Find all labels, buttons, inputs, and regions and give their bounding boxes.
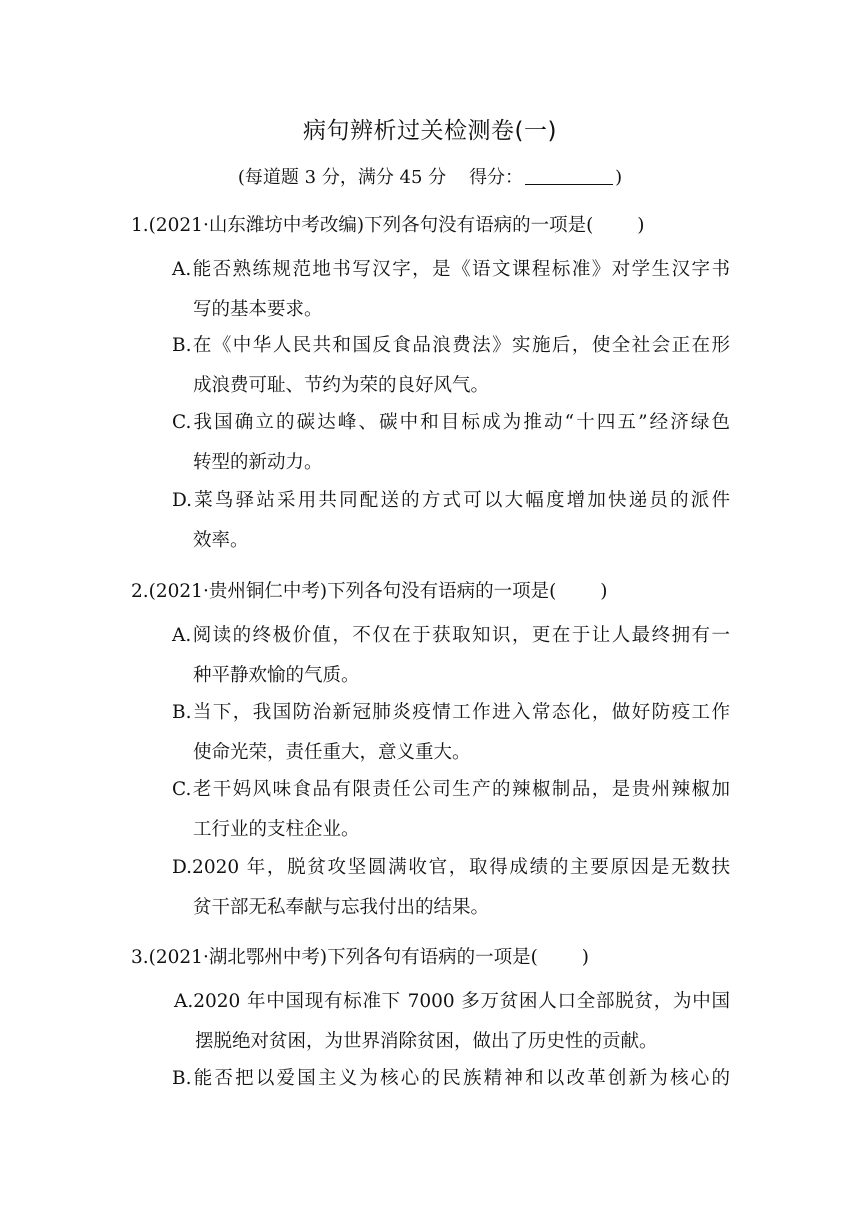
question-stem-close: ) [581, 947, 590, 968]
option-2b[interactable] [172, 693, 730, 773]
question-stem-close: ) [600, 581, 608, 602]
question-source-open: (2021· [148, 947, 209, 968]
question-3 [131, 943, 589, 969]
question-source-close: ) [356, 215, 365, 236]
option-line: D.菜鸟驿站采用共同配送的方式可以大幅度增加快递员的派件 [172, 490, 730, 511]
option-line: 贫干部无私奉献与忘我付出的结果。 [193, 897, 490, 918]
option-1a[interactable] [172, 250, 730, 330]
option-1c[interactable] [172, 403, 730, 483]
score-label: 得分： [469, 167, 524, 188]
option-line: D.2020 年，脱贫攻坚圆满收官，取得成绩的主要原因是无数扶 [172, 857, 730, 878]
option-line: C.我国确立的碳达峰、碳中和目标成为推动“十四五”经济绿色 [172, 412, 730, 433]
question-source-open: (2021· [148, 215, 209, 236]
question-1 [131, 211, 645, 237]
scoring-suffix: ) [615, 167, 623, 188]
option-3b[interactable] [172, 1059, 730, 1099]
question-source: 贵州铜仁中考 [208, 581, 320, 602]
option-line: B.当下，我国防治新冠肺炎疫情工作进入常态化，做好防疫工作 [172, 702, 730, 723]
question-source-open: (2021· [148, 581, 209, 602]
question-stem: 下列各句没有语病的一项是( [364, 215, 594, 236]
option-1b[interactable] [172, 326, 730, 406]
question-number: 3. [131, 947, 149, 968]
option-2d[interactable] [172, 848, 730, 928]
option-3a[interactable] [174, 982, 730, 1062]
question-source: 山东潍坊中考改编 [208, 215, 357, 236]
option-line: A.能否熟练规范地书写汉字，是《语文课程标准》对学生汉字书 [172, 259, 730, 280]
question-number: 1. [131, 215, 149, 236]
question-stem: 下列各句没有语病的一项是( [327, 581, 557, 602]
option-line: 成浪费可耻、节约为荣的良好风气。 [193, 375, 490, 396]
option-line: C.老干妈风味食品有限责任公司生产的辣椒制品，是贵州辣椒加 [172, 779, 730, 800]
option-1d[interactable] [172, 481, 730, 561]
question-source-close: ) [319, 581, 328, 602]
question-source: 湖北鄂州中考 [208, 947, 320, 968]
score-blank[interactable] [525, 166, 613, 185]
option-line: 效率。 [193, 530, 249, 551]
option-line: 使命光荣，责任重大，意义重大。 [193, 742, 471, 763]
question-2 [131, 577, 608, 603]
option-line: 种平静欢愉的气质。 [193, 665, 360, 686]
option-line: 工行业的支柱企业。 [193, 819, 360, 840]
option-line: B.在《中华人民共和国反食品浪费法》实施后，使全社会正在形 [172, 335, 730, 356]
option-line: A.2020 年中国现有标准下 7000 多万贫困人口全部脱贫，为中国 [174, 991, 730, 1012]
question-stem: 下列各句有语病的一项是( [327, 947, 538, 968]
question-stem-close: ) [637, 215, 645, 236]
question-number: 2. [131, 581, 149, 602]
option-line: 转型的新动力。 [193, 452, 323, 473]
question-source-close: ) [319, 947, 328, 968]
option-2c[interactable] [172, 770, 730, 850]
option-2a[interactable] [172, 616, 730, 696]
option-line: B.能否把以爱国主义为核心的民族精神和以改革创新为核心的 [172, 1068, 730, 1089]
option-line: A.阅读的终极价值，不仅在于获取知识，更在于让人最终拥有一 [172, 625, 730, 646]
option-line: 写的基本要求。 [193, 299, 323, 320]
option-line: 摆脱绝对贫困，为世界消除贫困，做出了历史性的贡献。 [195, 1031, 658, 1052]
page-title: 病句辨析过关检测卷(一) [303, 118, 557, 144]
scoring-prefix: (每道题 3 分，满分 45 分 [237, 167, 447, 188]
scoring-line [0, 163, 860, 189]
